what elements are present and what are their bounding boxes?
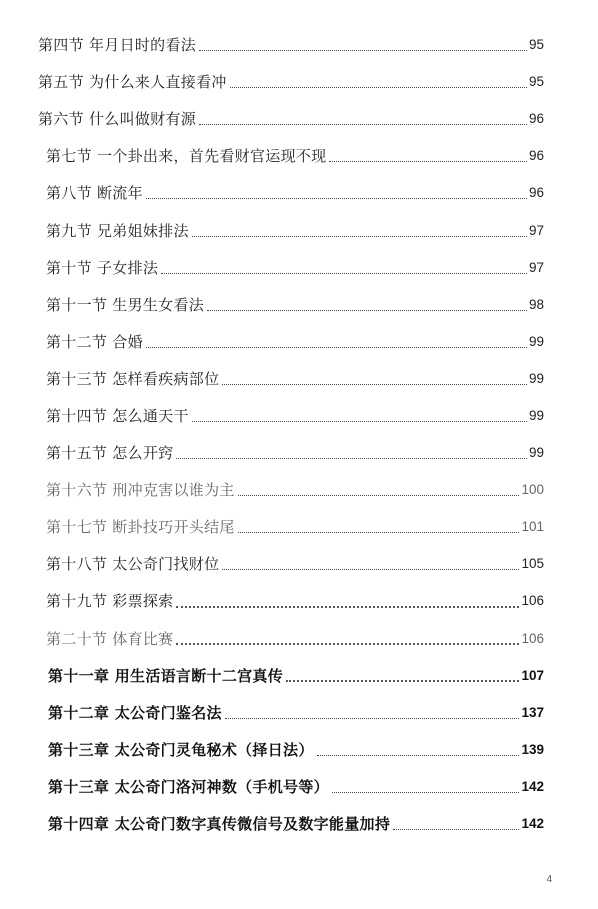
toc-chapter-entry[interactable] xyxy=(48,694,544,731)
toc-entry-page: 96 xyxy=(528,185,544,201)
toc-entry[interactable] xyxy=(38,26,544,63)
toc-entry-title: 第十八节 太公奇门找财位 xyxy=(46,555,220,574)
dot-leader xyxy=(176,643,519,645)
toc-entry-title: 第十五节 怎么开窍 xyxy=(46,444,174,463)
dot-leader xyxy=(192,421,527,422)
toc-entry-title: 第十一章 用生活语言断十二宫真传 xyxy=(48,666,284,685)
toc-entry[interactable] xyxy=(46,545,544,582)
toc-entry-title: 第十节 子女排法 xyxy=(46,258,159,277)
toc-entry-page: 97 xyxy=(528,259,544,275)
toc-entry-title: 第十二章 太公奇门鉴名法 xyxy=(48,703,222,722)
toc-entry-title: 第二十节 体育比赛 xyxy=(46,629,174,648)
toc-entry[interactable] xyxy=(46,397,544,434)
dot-leader xyxy=(222,569,519,570)
toc-entry-page: 139 xyxy=(521,741,544,757)
toc-entry-page: 106 xyxy=(521,593,544,609)
toc-entry-title: 第四节 年月日时的看法 xyxy=(38,36,197,55)
dot-leader xyxy=(161,273,527,274)
toc-entry[interactable] xyxy=(46,360,544,397)
dot-leader xyxy=(329,161,526,162)
toc-entry-title: 第十七节 断卦技巧开头结尾 xyxy=(46,518,235,537)
toc-entry-page: 99 xyxy=(528,445,544,461)
toc-entry[interactable] xyxy=(38,63,544,100)
toc-entry[interactable] xyxy=(46,620,544,657)
dot-leader xyxy=(238,495,520,496)
toc-entry-page: 106 xyxy=(521,630,544,646)
toc-entry-page: 97 xyxy=(528,222,544,238)
toc-entry-page: 142 xyxy=(521,778,544,794)
toc-entry-page: 99 xyxy=(528,407,544,423)
dot-leader xyxy=(230,87,527,88)
dot-leader xyxy=(225,718,520,719)
toc-entry-page: 100 xyxy=(521,482,544,498)
dot-leader xyxy=(146,198,527,199)
toc-entry[interactable] xyxy=(46,211,544,248)
toc-entry[interactable] xyxy=(38,100,544,137)
toc-entry[interactable] xyxy=(46,471,544,508)
toc-entry-page: 99 xyxy=(528,333,544,349)
dot-leader xyxy=(192,236,527,237)
toc-entry[interactable] xyxy=(46,323,544,360)
dot-leader xyxy=(176,606,519,608)
toc-entry-title: 第十四节 怎么通天干 xyxy=(46,406,189,425)
dot-leader xyxy=(176,458,526,459)
toc-entry-page: 96 xyxy=(528,148,544,164)
toc-entry-title: 第十二节 合婚 xyxy=(46,332,143,351)
toc-entry-page: 95 xyxy=(528,74,544,90)
dot-leader xyxy=(207,310,527,311)
toc-entry[interactable] xyxy=(46,174,544,211)
toc-entry[interactable] xyxy=(46,286,544,323)
page-number: 4 xyxy=(546,874,552,885)
toc-entry-title: 第五节 为什么来人直接看冲 xyxy=(38,73,227,92)
toc-entry-page: 105 xyxy=(521,556,544,572)
toc-entry[interactable] xyxy=(46,434,544,471)
dot-leader xyxy=(393,829,519,830)
toc-chapter-entry[interactable] xyxy=(48,805,544,842)
toc-entry-title: 第八节 断流年 xyxy=(46,184,143,203)
toc-entry-title: 第十四章 太公奇门数字真传微信号及数字能量加持 xyxy=(48,815,391,834)
toc-entry-title: 第十三节 怎样看疾病部位 xyxy=(46,369,220,388)
dot-leader xyxy=(199,50,527,51)
toc-entry[interactable] xyxy=(46,582,544,619)
toc-entry-page: 99 xyxy=(528,370,544,386)
toc-chapter-entry[interactable] xyxy=(48,731,544,768)
toc-entry-page: 137 xyxy=(521,704,544,720)
toc-entry-title: 第七节 一个卦出来，首先看财官运现不现 xyxy=(46,147,327,166)
toc-entry-page: 107 xyxy=(521,667,544,683)
toc-chapter-entry[interactable] xyxy=(48,768,544,805)
toc-entry-title: 第十三章 太公奇门洛河神数（手机号等） xyxy=(48,777,329,796)
toc-entry-page: 96 xyxy=(528,111,544,127)
toc-entry-page: 142 xyxy=(521,816,544,832)
dot-leader xyxy=(332,792,520,793)
toc-entry-page: 101 xyxy=(521,519,544,535)
dot-leader xyxy=(286,680,519,682)
toc-entry[interactable] xyxy=(46,249,544,286)
toc-entry-title: 第六节 什么叫做财有源 xyxy=(38,110,197,129)
toc-entry[interactable] xyxy=(46,137,544,174)
table-of-contents xyxy=(38,26,544,842)
dot-leader xyxy=(222,384,527,385)
toc-entry-page: 98 xyxy=(528,296,544,312)
toc-entry-title: 第十六节 刑冲克害以谁为主 xyxy=(46,481,235,500)
toc-entry-page: 95 xyxy=(528,37,544,53)
toc-entry-title: 第十一节 生男生女看法 xyxy=(46,295,205,314)
dot-leader xyxy=(146,347,527,348)
toc-entry-title: 第九节 兄弟姐妹排法 xyxy=(46,221,189,240)
toc-chapter-entry[interactable] xyxy=(48,657,544,694)
toc-entry-title: 第十三章 太公奇门灵龟秘术（择日法） xyxy=(48,740,314,759)
toc-entry-title: 第十九节 彩票探索 xyxy=(46,592,174,611)
dot-leader xyxy=(238,532,520,533)
dot-leader xyxy=(199,124,527,125)
dot-leader xyxy=(317,755,520,756)
toc-entry[interactable] xyxy=(46,508,544,545)
